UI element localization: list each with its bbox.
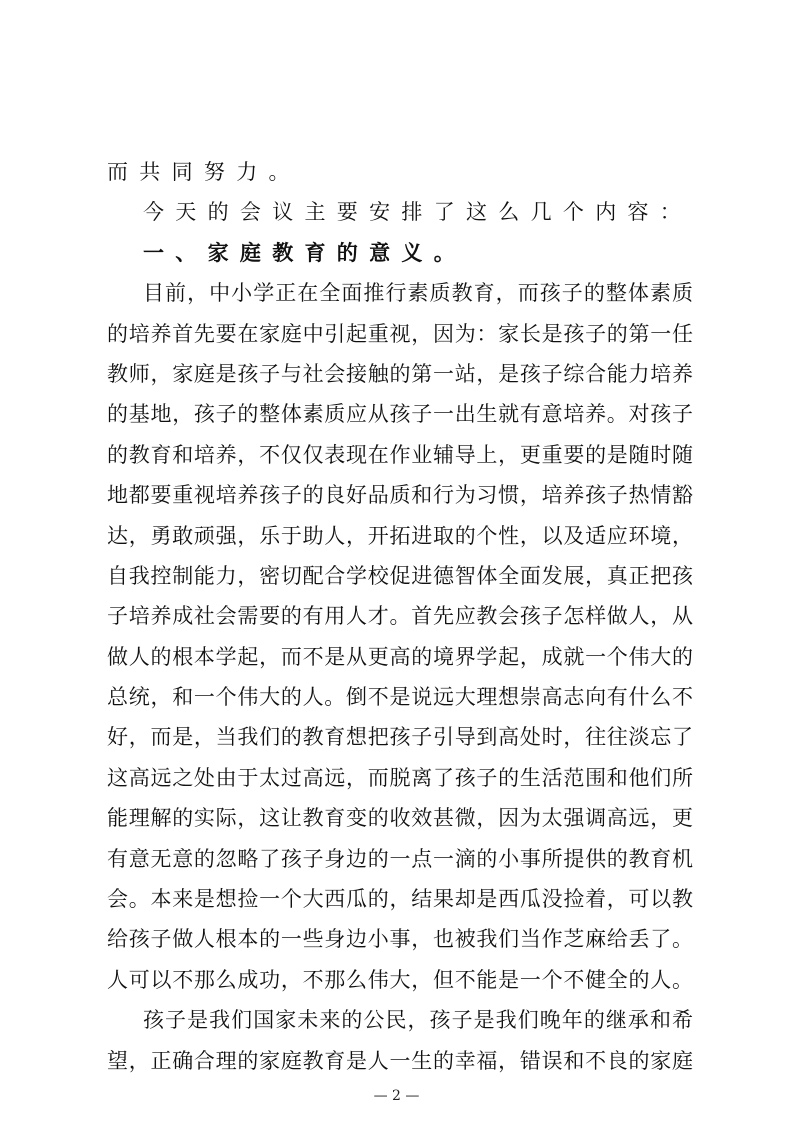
text-line: 自我控制能力，密切配合学校促进德智体全面发展，真正把孩 <box>107 563 693 588</box>
text-line: 的培养首先要在家庭中引起重视，因为：家长是孩子的第一任 <box>107 321 693 346</box>
document-body <box>107 152 693 1081</box>
text-line: 好，而是，当我们的教育想把孩子引导到高处时，往往淡忘了 <box>107 725 693 750</box>
text-line: 今天的会议主要安排了这么几个内容： <box>143 200 693 225</box>
text-line: 会。本来是想捡一个大西瓜的，结果却是西瓜没捡着，可以教 <box>107 887 693 912</box>
page-number: — 2 — <box>373 1088 420 1104</box>
text-line: 的基地，孩子的整体素质应从孩子一出生就有意培养。对孩子 <box>107 402 693 427</box>
text-line: 人可以不那么成功，不那么伟大，但不能是一个不健全的人。 <box>107 967 693 992</box>
text-line: 子培养成社会需要的有用人才。首先应教会孩子怎样做人，从 <box>107 604 693 629</box>
text-line: 达，勇敢顽强，乐于助人，开拓进取的个性，以及适应环境， <box>107 523 693 548</box>
text-line: 总统，和一个伟大的人。倒不是说远大理想崇高志向有什么不 <box>107 685 693 710</box>
text-line: 目前，中小学正在全面推行素质教育，而孩子的整体素质 <box>143 281 693 306</box>
text-line: 而共同努力。 <box>107 160 301 184</box>
text-line: 能理解的实际，这让教育变的收效甚微，因为太强调高远，更 <box>107 806 693 831</box>
text-line: 的教育和培养，不仅仅表现在作业辅导上，更重要的是随时随 <box>107 442 693 467</box>
text-line: 教师，家庭是孩子与社会接触的第一站，是孩子综合能力培养 <box>107 361 693 386</box>
text-line: 做人的根本学起，而不是从更高的境界学起，成就一个伟大的 <box>107 644 693 669</box>
text-line: 孩子是我们国家未来的公民，孩子是我们晚年的继承和希 <box>143 1008 693 1033</box>
text-line: 这高远之处由于太过高远，而脱离了孩子的生活范围和他们所 <box>107 765 693 790</box>
section-heading: 一、家庭教育的意义。 <box>143 239 466 265</box>
text-line: 望，正确合理的家庭教育是人一生的幸福，错误和不良的家庭 <box>107 1048 693 1073</box>
text-line: 地都要重视培养孩子的良好品质和行为习惯，培养孩子热情豁 <box>107 483 693 508</box>
text-line: 有意无意的忽略了孩子身边的一点一滴的小事所提供的教育机 <box>107 846 693 871</box>
text-line: 给孩子做人根本的一些身边小事，也被我们当作芝麻给丢了。 <box>107 927 693 952</box>
